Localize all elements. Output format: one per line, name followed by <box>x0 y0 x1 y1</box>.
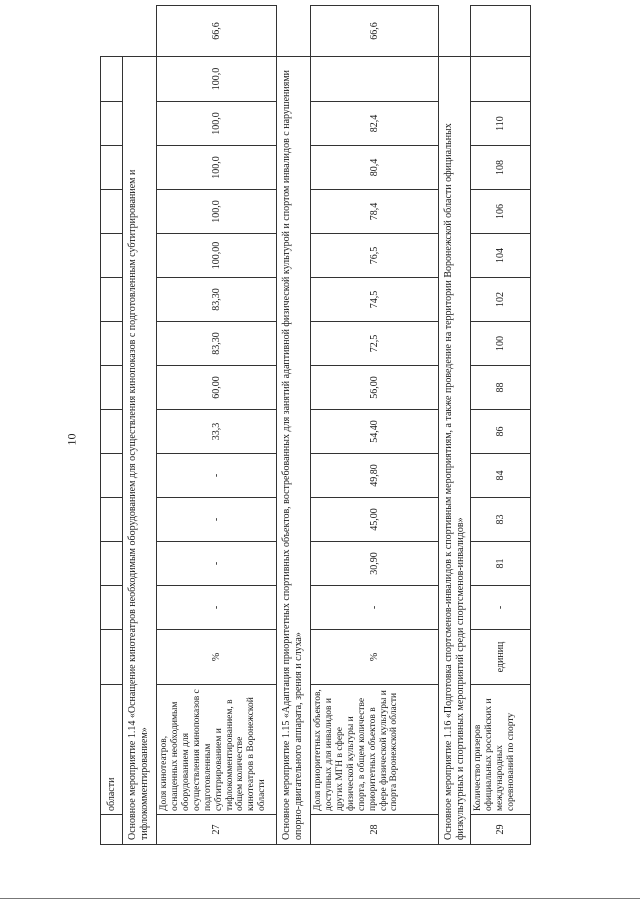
value-cell: 72,5 <box>311 322 439 366</box>
value-cell: 100,00 <box>157 234 277 278</box>
bottom-rule <box>0 898 640 899</box>
header-cell-num <box>101 815 123 845</box>
value-cell: 80,4 <box>311 146 439 190</box>
value-cell: 82,4 <box>311 102 439 146</box>
page-number: 10 <box>64 433 79 446</box>
table-row <box>471 6 531 845</box>
indicator-name: Доля приоритетных объектов, доступных для инвалидов и других МГН в сфере физической культуры и спорта, в общем количестве приоритетных объектов в сфере физической культуры и спорта Воронежской области <box>311 685 439 815</box>
section-title-row <box>439 6 471 845</box>
section-title: Основное мероприятие 1.15 «Адаптация приоритетных спортивных объектов, востребованных для занятий адаптивной физической культурой и спортом инвалидов с нарушениями опорно-двигательного аппарата, зрения и слуха» <box>277 57 311 845</box>
row-number: 27 <box>157 815 277 845</box>
value-cell: 100 <box>471 322 531 366</box>
value-cell: 110 <box>471 102 531 146</box>
value-cell: 78,4 <box>311 190 439 234</box>
value-cell: 100,0 <box>157 146 277 190</box>
value-cell: 49,80 <box>311 454 439 498</box>
header-row <box>101 6 123 845</box>
rotated-table-container <box>100 5 530 845</box>
row-number: 29 <box>471 815 531 845</box>
table-row <box>311 6 439 845</box>
value-cell: 83,30 <box>157 278 277 322</box>
section-title-row <box>277 6 311 845</box>
value-cell: 74,5 <box>311 278 439 322</box>
row-number: 28 <box>311 815 439 845</box>
value-cell: 76,5 <box>311 234 439 278</box>
value-cell <box>311 57 439 102</box>
value-cell: 66,6 <box>311 6 439 57</box>
table-row <box>157 6 277 845</box>
value-cell: 66,6 <box>157 6 277 57</box>
value-cell: - <box>157 498 277 542</box>
value-cell: 106 <box>471 190 531 234</box>
value-cell: 45,00 <box>311 498 439 542</box>
section-title: Основное мероприятие 1.14 «Оснащение кинотеатров необходимым оборудованием для осуществления кинопоказов с подготовленным субтитрированием и тифлокомментированием» <box>123 57 157 845</box>
unit-cell: % <box>157 630 277 685</box>
value-cell: 108 <box>471 146 531 190</box>
value-cell: 54,40 <box>311 410 439 454</box>
value-cell: 100,0 <box>157 102 277 146</box>
indicators-table <box>100 5 531 845</box>
value-cell: - <box>157 454 277 498</box>
unit-cell: % <box>311 630 439 685</box>
value-cell: 86 <box>471 410 531 454</box>
value-cell: 102 <box>471 278 531 322</box>
value-cell <box>471 6 531 57</box>
unit-cell: единиц <box>471 630 531 685</box>
indicator-name: Количество призеров официальных российских и международных соревнований по спорту <box>471 685 531 815</box>
value-cell: 81 <box>471 542 531 586</box>
value-cell: 56,00 <box>311 366 439 410</box>
value-cell: 30,90 <box>311 542 439 586</box>
value-cell: 100,0 <box>157 190 277 234</box>
value-cell: 104 <box>471 234 531 278</box>
value-cell: - <box>311 586 439 630</box>
value-cell: 33,3 <box>157 410 277 454</box>
section-title-row <box>123 6 157 845</box>
section-title: Основное мероприятие 1.16 «Подготовка спортсменов-инвалидов к спортивным мероприятиям, а также проведение на территории Воронежской области официальных физкультурных и спортивных мероприятий среди спортсменов-инвалидов» <box>439 57 471 845</box>
value-cell: - <box>157 586 277 630</box>
value-cell <box>471 57 531 102</box>
value-cell: 83,30 <box>157 322 277 366</box>
value-cell: 100,0 <box>157 57 277 102</box>
value-cell: - <box>157 542 277 586</box>
header-cell-label: области <box>101 685 123 815</box>
indicator-name: Доля кинотеатров, оснащенных необходимым оборудованием для осуществления кинопоказов с подготовленным субтитрированием и тифлокомментированием, в общем количестве кинотеатров в Воронежской области <box>157 685 277 815</box>
value-cell: - <box>471 586 531 630</box>
value-cell: 88 <box>471 366 531 410</box>
value-cell: 60,00 <box>157 366 277 410</box>
value-cell: 84 <box>471 454 531 498</box>
value-cell: 83 <box>471 498 531 542</box>
